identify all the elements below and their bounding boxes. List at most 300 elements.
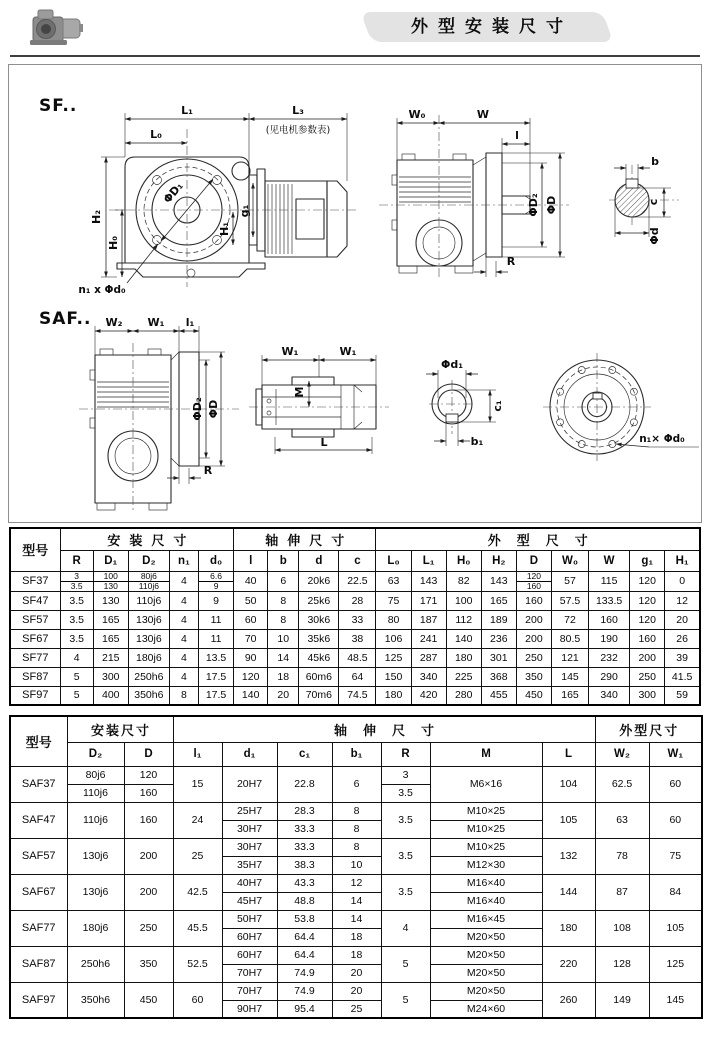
cell: 90H7 [222,1000,277,1018]
cell: 14 [332,892,381,910]
cell: 57.5 [551,591,588,610]
cell: 215 [93,648,128,667]
cell: 110j6 [67,802,124,838]
cell: 120 [630,571,665,591]
col-header: R [381,742,430,766]
cell: 3 [381,766,430,784]
sf-series-label: SF.. [39,96,78,116]
cell: 64 [339,667,376,686]
cell: 38 [339,629,376,648]
cell: M24×60 [430,1000,542,1018]
cell: 350 [124,946,173,982]
cell: 80.5 [551,629,588,648]
cell: 130j6 [128,610,169,629]
cell: 18 [268,667,299,686]
cell: 145 [649,982,702,1018]
cell: 60 [173,982,222,1018]
cell: 4 [169,571,198,591]
table-row [10,686,700,705]
cell: 17.5 [198,686,233,705]
cell: 60m6 [299,667,339,686]
col-header: b₁ [332,742,381,766]
cell: 368 [481,667,516,686]
col-header: n₁ [169,550,198,571]
col-header: L₁ [411,550,446,571]
cell: 70 [234,629,268,648]
cell: 60 [234,610,268,629]
cell: 200 [630,648,665,667]
col-header: b [268,550,299,571]
cell: 30k6 [299,610,339,629]
col-header: c₁ [277,742,332,766]
dim-phiD: ΦD [545,195,558,215]
cell: 22.8 [277,766,332,802]
gearmotor-photo [27,4,85,50]
cell: 120 [630,591,665,610]
cell: 60H7 [222,928,277,946]
dim-L3: L₃ [292,104,304,117]
cell-model: SAF57 [10,838,67,874]
cell: 130 [93,591,128,610]
cell: 70H7 [222,964,277,982]
dim-L0: L₀ [150,128,162,141]
cell: 63 [376,571,411,591]
cell: 5 [381,946,430,982]
cell: 130j6 [67,838,124,874]
col-header: D₂ [67,742,124,766]
cell: 35k6 [299,629,339,648]
cell: 40H7 [222,874,277,892]
cell: 160 [124,784,173,802]
cell: 100 130 [93,571,128,591]
model-header: 型号 [10,716,67,766]
cell: M10×25 [430,838,542,856]
cell: 241 [411,629,446,648]
cell: 120 [124,766,173,784]
cell: 74.9 [277,982,332,1000]
cell: M16×40 [430,874,542,892]
dim-l1: l₁ [185,316,195,329]
cell: 20 [268,686,299,705]
cell: 450 [516,686,551,705]
cell: 250h6 [128,667,169,686]
dim-W1a: W₁ [281,345,299,358]
table-row [10,982,702,1000]
saf-series-label: SAF.. [39,309,92,329]
cell-model: SAF87 [10,946,67,982]
cell: 50H7 [222,910,277,928]
cell: 160 [589,610,630,629]
cell: 180j6 [128,648,169,667]
cell: 52.5 [173,946,222,982]
cell-model: SF37 [10,571,60,591]
cell: 38.3 [277,856,332,874]
cell: 87 [595,874,649,910]
cell: 250 [124,910,173,946]
cell: 8 [332,838,381,856]
dim-b1: b₁ [470,435,484,448]
table-row [10,838,702,856]
cell: 14 [332,910,381,928]
cell: 25H7 [222,802,277,820]
dim-l: l [515,129,519,142]
dim-phiD2: ΦD₂ [191,397,204,421]
cell: 3.5 [381,838,430,874]
cell: 26 [665,629,700,648]
cell: 84 [649,874,702,910]
cell: 70m6 [299,686,339,705]
cell: 165 [481,591,516,610]
table-row [10,591,700,610]
cell: 133.5 [589,591,630,610]
cell: 63 [595,802,649,838]
col-header: H₀ [446,550,481,571]
saf-dimensions-table [9,715,703,1019]
cell-model: SAF47 [10,802,67,838]
cell: 12 [332,874,381,892]
cell: 340 [589,686,630,705]
cell: 5 [381,982,430,1018]
cell: 4 [169,591,198,610]
cell: 18 [332,928,381,946]
cell: 455 [481,686,516,705]
cell: 75 [649,838,702,874]
cell: 180j6 [67,910,124,946]
cell: 150 [376,667,411,686]
cell: 3.5 [60,629,93,648]
cell: 8 [332,820,381,838]
cell: 287 [411,648,446,667]
cell: 189 [481,610,516,629]
cell: 33.3 [277,838,332,856]
cell: 165 [93,610,128,629]
col-header: D₂ [128,550,169,571]
cell: 60 [649,766,702,802]
cell: 43.3 [277,874,332,892]
cell-model: SF67 [10,629,60,648]
model-header: 型号 [10,528,60,571]
cell: 220 [542,946,595,982]
col-header: W₂ [595,742,649,766]
cell: 64.4 [277,928,332,946]
cell: 60H7 [222,946,277,964]
cell: M6×16 [430,766,542,802]
cell: 80j6 110j6 [128,571,169,591]
cell: 120 [234,667,268,686]
cell: 6 [332,766,381,802]
cell: 12 [665,591,700,610]
cell: 3.5 [381,802,430,838]
cell: 104 [542,766,595,802]
cell: 400 [93,686,128,705]
cell: 225 [446,667,481,686]
cell: 60 [649,802,702,838]
cell: M16×45 [430,910,542,928]
dim-R: R [203,464,213,477]
cell: 200 [516,610,551,629]
table-row [10,802,702,820]
dim-b: b [651,155,659,168]
cell: 18 [332,946,381,964]
cell: 250 [630,667,665,686]
cell: 20H7 [222,766,277,802]
cell: M20×50 [430,946,542,964]
cell: 128 [595,946,649,982]
cell: 110j6 [67,784,124,802]
dim-H0: H₀ [107,235,120,251]
drawing-panel [8,64,702,523]
cell: 28.3 [277,802,332,820]
cell: 6.6 9 [198,571,233,591]
col-header: l [234,550,268,571]
cell: 13.5 [198,648,233,667]
cell: 180 [376,686,411,705]
saf-side-view [90,349,199,510]
cell-model: SF77 [10,648,60,667]
table-row [10,874,702,892]
col-header: W₁ [649,742,702,766]
cell: 236 [481,629,516,648]
col-header: H₂ [481,550,516,571]
cell: 45.5 [173,910,222,946]
group-shaft: 轴伸尺寸 [234,528,376,550]
cell: 143 [481,571,516,591]
cell: 132 [542,838,595,874]
cell: 160 [630,629,665,648]
col-header: d₀ [198,550,233,571]
group-install: 安装尺寸 [67,716,173,742]
cell: 190 [589,629,630,648]
cell: 30H7 [222,838,277,856]
cell: 187 [411,610,446,629]
sf-key-section [609,164,679,237]
cell: M12×30 [430,856,542,874]
dim-g1: g₁ [238,204,251,218]
cell: 45k6 [299,648,339,667]
cell: 130j6 [67,874,124,910]
cell: 20 [665,610,700,629]
group-outline: 外型尺寸 [595,716,702,742]
cell: 75 [376,591,411,610]
cell: 20 [332,964,381,982]
cell: M10×25 [430,802,542,820]
page-title: 外型安装尺寸 [411,17,573,36]
saf-hollow-shaft [249,355,389,454]
col-header: c [339,550,376,571]
cell: 121 [551,648,588,667]
cell-model: SAF37 [10,766,67,802]
cell: 25 [332,1000,381,1018]
cell: 340 [411,667,446,686]
dim-W: W [476,108,490,121]
cell: 28 [339,591,376,610]
table-row [10,946,702,964]
dim-H2: H₂ [90,209,103,225]
cell: 0 [665,571,700,591]
col-header: D₁ [93,550,128,571]
cell: 420 [411,686,446,705]
cell: 149 [595,982,649,1018]
cell: 120 [630,610,665,629]
col-header: d [299,550,339,571]
cell: 41.5 [665,667,700,686]
saf-drawing [9,298,699,520]
cell: 180 [446,648,481,667]
cell: 115 [589,571,630,591]
sf-side-centerlines [379,115,569,280]
cell: 17.5 [198,667,233,686]
title-banner [361,12,614,42]
group-header-row [10,528,700,550]
cell: 40 [234,571,268,591]
dim-W1b: W₁ [339,345,357,358]
cell: 350h6 [67,982,124,1018]
cell: 57 [551,571,588,591]
cell: 22.5 [339,571,376,591]
cell: 78 [595,838,649,874]
cell-model: SAF97 [10,982,67,1018]
cell: 200 [124,838,173,874]
cell: 4 [60,648,93,667]
cell: 20 [332,982,381,1000]
cell: 14 [268,648,299,667]
cell: 45H7 [222,892,277,910]
cell: M10×25 [430,820,542,838]
cell: 5 [60,667,93,686]
saf-side-dims [95,326,225,484]
saf-side-centerlines [79,343,239,513]
group-header-row [10,716,702,742]
header-divider [10,55,700,57]
cell: 33 [339,610,376,629]
cell: 8 [268,610,299,629]
cell: 232 [589,648,630,667]
cell: 10 [332,856,381,874]
cell: 3.5 [60,591,93,610]
dim-phiD1: ΦD₁ [160,179,186,206]
cell: 8 [268,591,299,610]
cell: 100 [446,591,481,610]
cell: 301 [481,648,516,667]
cell: 6 [268,571,299,591]
cell: 140 [234,686,268,705]
cell: 165 [551,686,588,705]
cell: 290 [589,667,630,686]
cell: 125 [649,946,702,982]
cell: 180 [542,910,595,946]
cell: 4 [169,648,198,667]
cell: 53.8 [277,910,332,928]
cell: 9 [198,591,233,610]
cell: 80j6 [67,766,124,784]
col-header: W₀ [551,550,588,571]
cell: 450 [124,982,173,1018]
cell: 35H7 [222,856,277,874]
col-header: D [124,742,173,766]
cell: M20×50 [430,982,542,1000]
cell: 4 [169,667,198,686]
dim-M: M [293,386,306,398]
cell: 90 [234,648,268,667]
cell: 82 [446,571,481,591]
dim-L: L [320,436,328,449]
cell: 105 [542,802,595,838]
column-header-row [10,742,702,766]
cell: 160 [516,591,551,610]
cell: 50 [234,591,268,610]
saf-bore-section [426,370,496,446]
cell: 62.5 [595,766,649,802]
cell: M16×40 [430,892,542,910]
cell: 72 [551,610,588,629]
table-row [10,610,700,629]
cell-model: SF57 [10,610,60,629]
cell: 112 [446,610,481,629]
cell: 130j6 [128,629,169,648]
cell: 4 [381,910,430,946]
sf-front-view [117,157,347,277]
cell: 125 [376,648,411,667]
cell-model: SF97 [10,686,60,705]
dim-L1: L₁ [181,104,193,117]
sf-dimensions-table [9,527,701,706]
cell: 20k6 [299,571,339,591]
cell: 8 [169,686,198,705]
cell: 200 [516,629,551,648]
cell: 39 [665,648,700,667]
dim-c: c [647,198,660,206]
table-row [10,766,702,784]
cell: 3 3.5 [60,571,93,591]
cell: 24 [173,802,222,838]
motor-note: (见电机参数表) [265,125,331,136]
cell: M20×50 [430,964,542,982]
cell: 74.5 [339,686,376,705]
cell: 11 [198,629,233,648]
column-header-row [10,550,700,571]
dim-W2: W₂ [105,316,123,329]
cell: 140 [446,629,481,648]
dim-phiD: ΦD [207,399,220,419]
cell: 106 [376,629,411,648]
col-header: g₁ [630,550,665,571]
col-header: L₀ [376,550,411,571]
cell: 4 [169,629,198,648]
cell: 300 [630,686,665,705]
cell: 74.9 [277,964,332,982]
cell: M20×50 [430,928,542,946]
col-header: L [542,742,595,766]
dim-phid: Φd [648,227,661,245]
cell: 30H7 [222,820,277,838]
cell: 165 [93,629,128,648]
table-row [10,910,702,928]
dim-W1: W₁ [147,316,165,329]
dim-c1: c₁ [491,400,504,412]
cell: 300 [93,667,128,686]
table-row [10,667,700,686]
group-install: 安装尺寸 [60,528,234,550]
dim-phiD2: ΦD₂ [527,193,540,217]
col-header: H₁ [665,550,700,571]
cell: 144 [542,874,595,910]
cell: 25k6 [299,591,339,610]
cell: 171 [411,591,446,610]
cell: 11 [198,610,233,629]
cell-model: SF87 [10,667,60,686]
cell: 5 [60,686,93,705]
cell: 95.4 [277,1000,332,1018]
